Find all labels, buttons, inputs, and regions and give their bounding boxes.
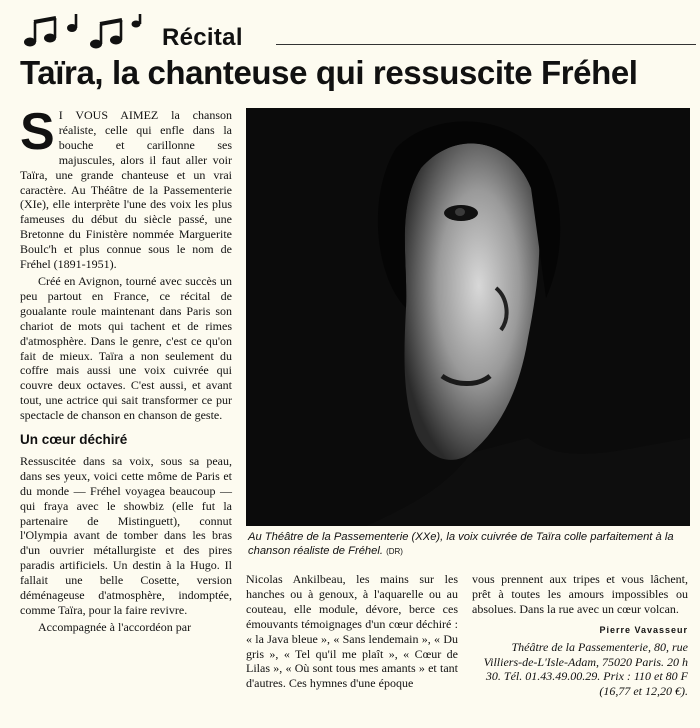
photo-credit: (DR) <box>386 547 403 556</box>
drop-cap: S <box>20 103 55 161</box>
article-subhead: Un cœur déchiré <box>20 432 128 448</box>
singer-portrait-image <box>246 108 690 526</box>
article-column-1 <box>20 103 232 635</box>
practical-info: Théâtre de la Passementerie, 80, rue Villiers-de-L'Isle-Adam, 75020 Paris. 20 h 30. Tél. 01.43.49.00.29. Prix : 110 et 80 F (16,77 et 12,20 €). <box>483 639 688 699</box>
paragraph-intro-text: I VOUS AIMEZ la chanson réaliste, celle qui enfle dans la bouche et carillonne ses majuscules, alors il faut aller voir Taïra, une grande chanteuse et un vrai caractère. Au Théâtre de la Passementerie (XIe), elle interprète l'une des voix les plus fameuses du début du siècle passé, une Bretonne du Finistère nommée Marguerite Boulc'h et plus connue sous le nom de Fréhel (1891-1951). <box>20 108 232 272</box>
singer-photo <box>246 108 690 526</box>
paragraph-2: Créé en Avignon, tourné avec succès un peu partout en France, ce récital de goualante roule maintenant dans Paris son chariot de mots qui tachent et de rimes d'atmosphère. Dans le genre, c'est ce qu'on fait de mieux. Taïra a non seulement du coffre mais aussi une voix cuivrée qui couvre deux octaves. C'est aussi, et avant tout, une actrice qui sait transformer ce pur spectacle de chanson en chanson de geste. <box>20 273 232 423</box>
section-rubric <box>14 10 686 50</box>
paragraph-6: vous prennent aux tripes et vous lâchent, prêt à toutes les amours impossibles ou absolues. Dans la rue avec un cœur volcan. <box>472 572 688 616</box>
article-column-3 <box>472 572 688 699</box>
article-column-2 <box>246 572 458 691</box>
rubric-label: Récital <box>162 24 243 51</box>
paragraph-3: Ressuscitée dans sa voix, sous sa peau, dans ses yeux, voici cette môme de Paris et du monde — Fréhel voyagea beaucoup — qui fraya avec le showbiz (elle fut la partenaire de Mistinguett), connut l'Olympia avant de tomber dans les bras d'un ouvrier métallurgiste et des pires paradis artificiels. Un destin à la Hugo. Il fallait une belle Cosette, version déménageuse d'atmosphère, indomptée, comme Taïra, pour la faire revivre. <box>20 453 232 617</box>
rubric-divider <box>276 44 696 45</box>
photo-caption-text: Au Théâtre de la Passementerie (XXe), la voix cuivrée de Taïra colle parfaitement à la chanson réaliste de Fréhel. <box>248 531 674 557</box>
paragraph-5: Nicolas Ankilbeau, les mains sur les hanches ou à genoux, à l'aquarelle ou au couteau, elle module, dévore, berce ces émouvants témoignages d'un cœur déchiré : « la Java bleue », « Sans lendemain », « Du gris », « Tel qu'il me plaît », « Cœur de Lilas », « Où sont tous mes amants » et tant d'autres. Ces hymnes d'une époque <box>246 572 458 691</box>
paragraph-4: Accompagnée à l'accordéon par <box>38 619 192 634</box>
photo-caption <box>248 530 692 559</box>
author-signature: Pierre Vavasseur <box>599 624 688 635</box>
music-notes-icon <box>22 14 142 50</box>
paragraph-intro <box>20 103 232 272</box>
article-headline: Taïra, la chanteuse qui ressuscite Fréhel <box>20 54 638 91</box>
